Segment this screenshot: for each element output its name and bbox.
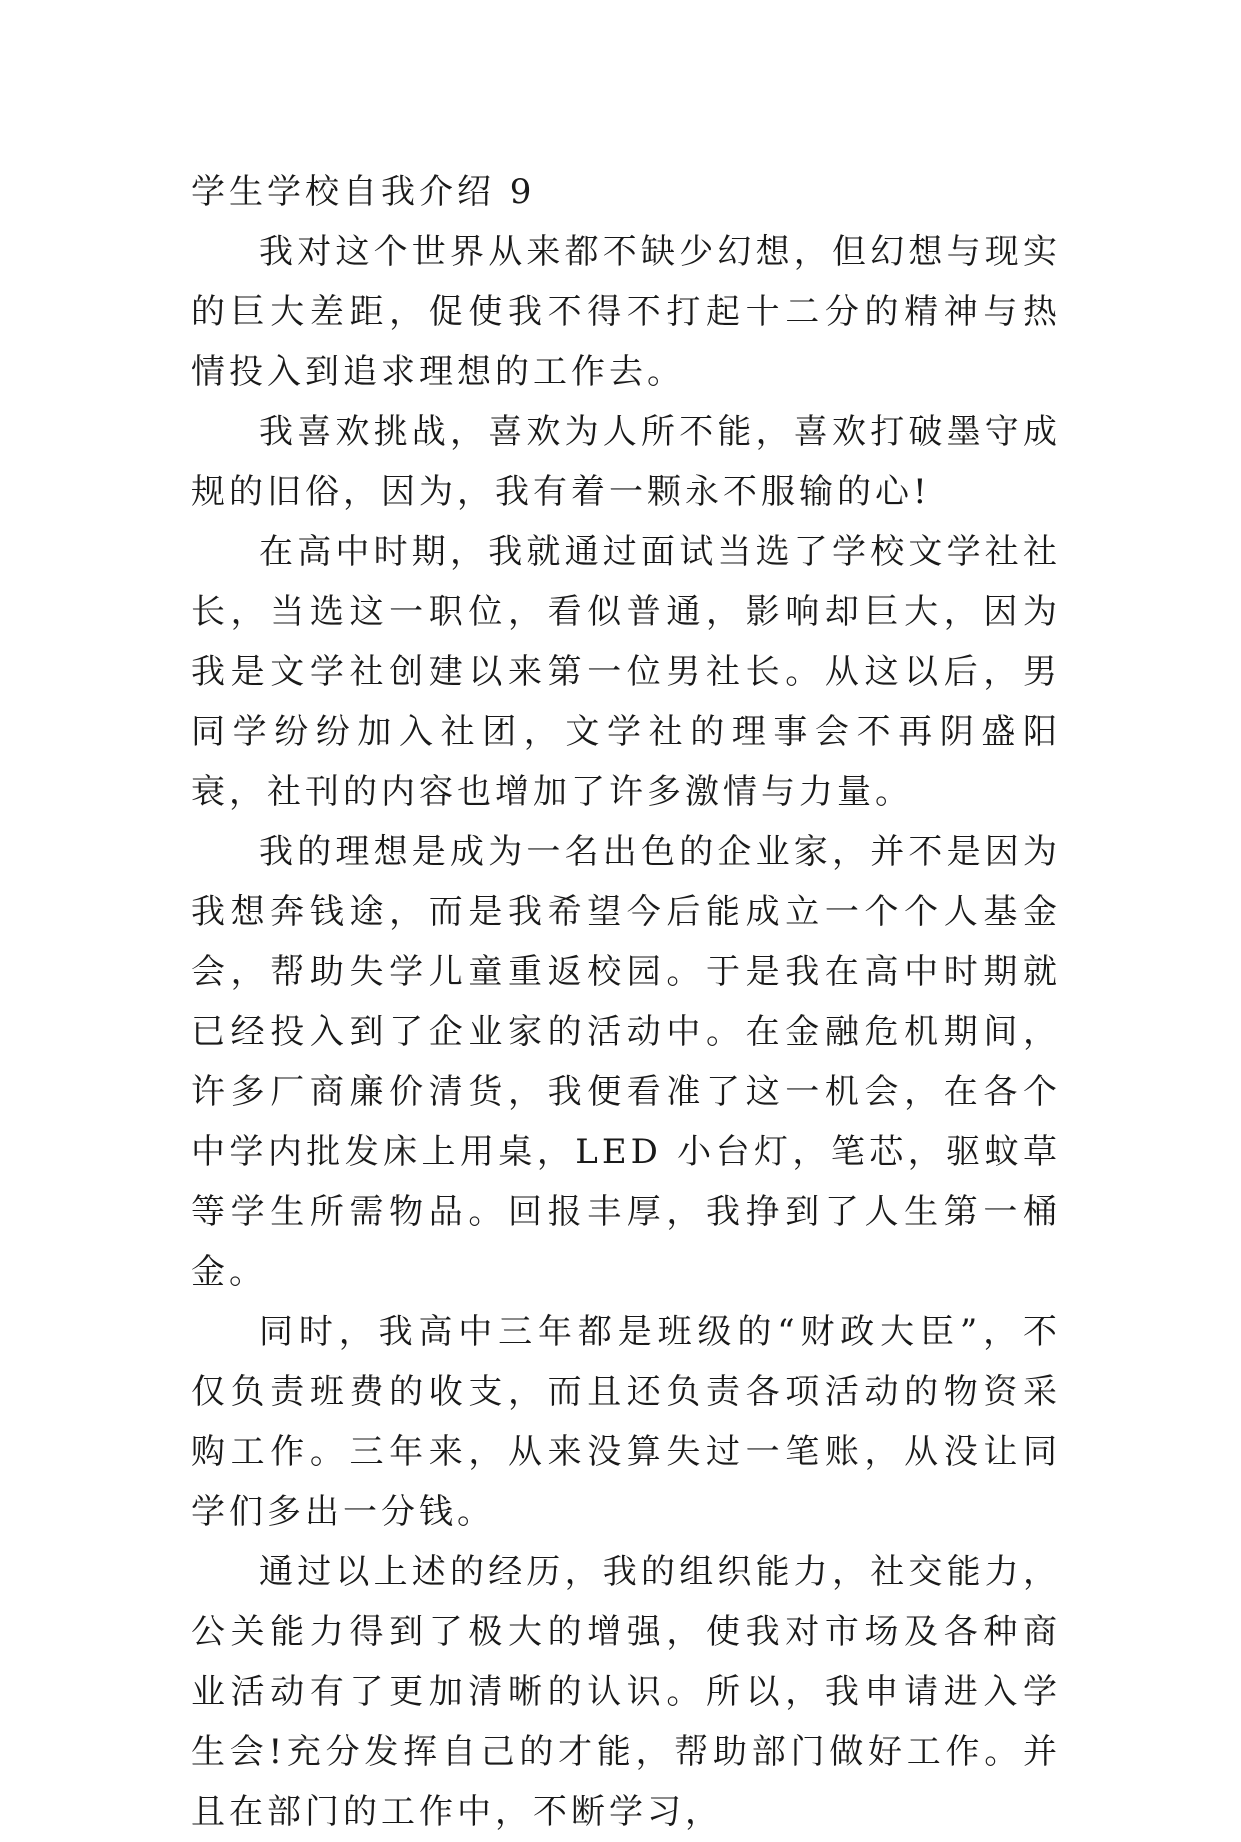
paragraph-5: 同时，我高中三年都是班级的“财政大臣”，不仅负责班费的收支，而且还负责各项活动的物资采购工作。三年来，从来没算失过一笔账，从没让同学们多出一分钱。 (191, 1312, 1061, 1532)
paragraph-1: 我对这个世界从来都不缺少幻想，但幻想与现实的巨大差距，促使我不得不打起十二分的精神与热情投入到追求理想的工作去。 (191, 232, 1061, 392)
document-title: 学生学校自我介绍 9 (191, 172, 536, 212)
paragraph-4: 我的理想是成为一名出色的企业家，并不是因为我想奔钱途，而是我希望今后能成立一个个人基金会，帮助失学儿童重返校园。于是我在高中时期就已经投入到了企业家的活动中。在金融危机期间，许多厂商廉价清货，我便看准了这一机会，在各个中学内批发床上用桌，LED 小台灯，笔芯，驱蚊草等学生所需物品。回报丰厚，我挣到了人生第一桶金。 (191, 832, 1061, 1292)
paragraph-2: 我喜欢挑战，喜欢为人所不能，喜欢打破墨守成规的旧俗，因为，我有着一颗永不服输的心! (191, 412, 1061, 512)
document-body (191, 162, 1061, 1842)
paragraph-3: 在高中时期，我就通过面试当选了学校文学社社长，当选这一职位，看似普通，影响却巨大，因为我是文学社创建以来第一位男社长。从这以后，男同学纷纷加入社团，文学社的理事会不再阴盛阳衰，社刊的内容也增加了许多激情与力量。 (191, 532, 1061, 812)
paragraph-6: 通过以上述的经历，我的组织能力，社交能力，公关能力得到了极大的增强，使我对市场及各种商业活动有了更加清晰的认识。所以，我申请进入学生会!充分发挥自己的才能，帮助部门做好工作。并且在部门的工作中，不断学习， (191, 1552, 1061, 1832)
